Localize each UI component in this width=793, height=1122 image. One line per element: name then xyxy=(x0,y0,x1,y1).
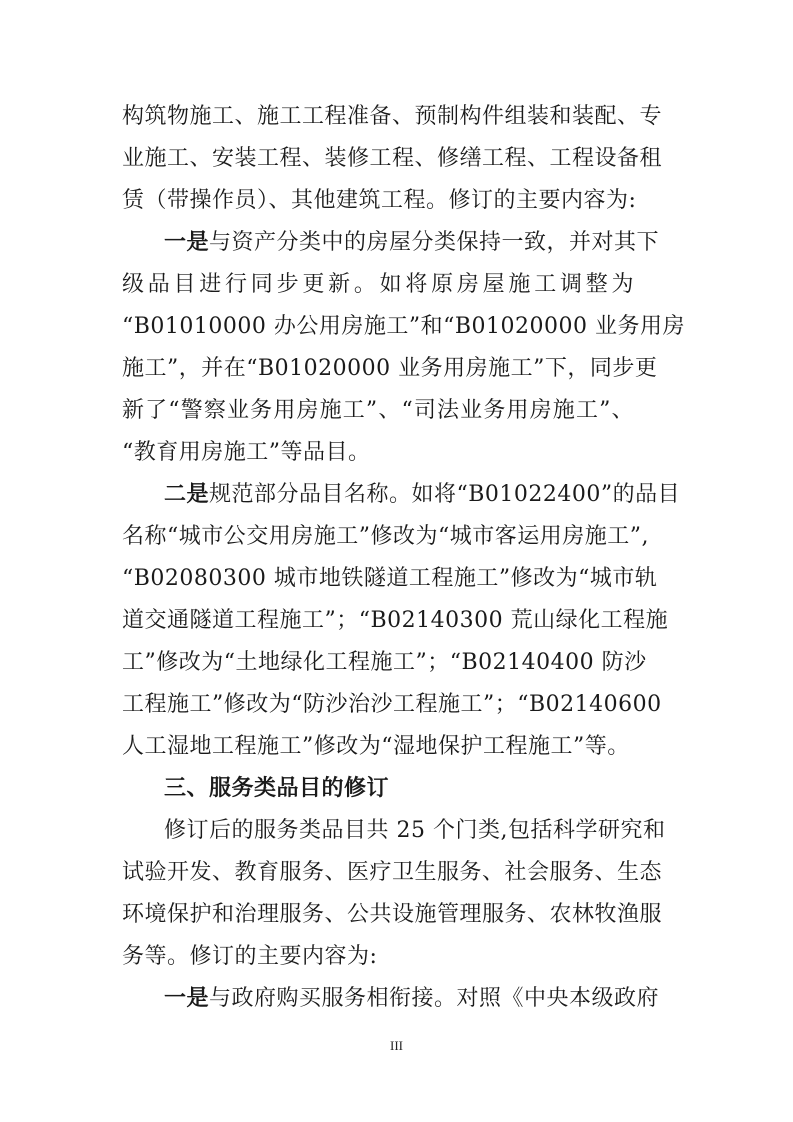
page-number: III xyxy=(390,1038,403,1053)
paragraph-line: “教育用房施工”等品目。 xyxy=(122,440,371,465)
paragraph-line: 新了“警察业务用房施工”、“司法业务用房施工”、 xyxy=(122,398,634,423)
paragraph-line: 工”修改为“土地绿化工程施工”；“B02140400 防沙 xyxy=(122,650,647,675)
lead-marker: 一是 xyxy=(164,986,210,1011)
paragraph-line: 环境保护和治理服务、公共设施管理服务、农林牧渔服 xyxy=(122,902,663,927)
paragraph-line: 修订后的服务类品目共 25 个门类,包括科学研究和 xyxy=(164,818,666,843)
paragraph-line: 构筑物施工、施工工程准备、预制构件组装和装配、专 xyxy=(122,104,663,129)
lead-marker: 二是 xyxy=(164,482,210,507)
paragraph-line: “B02080300 城市地铁隧道工程施工”修改为“城市轨 xyxy=(122,566,658,591)
paragraph-line: 一是与政府购买服务相衔接。对照《中央本级政府 xyxy=(164,986,660,1011)
paragraph-line: 名称“城市公交用房施工”修改为“城市客运用房施工”, xyxy=(122,524,649,549)
section-heading: 三、服务类品目的修订 xyxy=(164,776,390,801)
paragraph-line: 二是规范部分品目名称。如将“B01022400”的品目 xyxy=(164,482,681,507)
paragraph-line: 务等。修订的主要内容为: xyxy=(122,944,378,969)
paragraph-line: 级品目进行同步更新。如将原房屋施工调整为 xyxy=(122,272,634,297)
paragraph-line: 道交通隧道工程施工”；“B02140300 荒山绿化工程施 xyxy=(122,608,669,633)
paragraph-line: 人工湿地工程施工”修改为“湿地保护工程施工”等。 xyxy=(122,734,630,759)
paragraph-line: “B01010000 办公用房施工”和“B01020000 业务用房 xyxy=(122,314,686,339)
paragraph-line: 一是与资产分类中的房屋分类保持一致，并对其下 xyxy=(164,230,660,255)
paragraph-line: 试验开发、教育服务、医疗卫生服务、社会服务、生态 xyxy=(122,860,663,885)
lead-marker: 一是 xyxy=(164,230,210,255)
paragraph-line: 施工”，并在“B01020000 业务用房施工”下，同步更 xyxy=(122,356,658,381)
paragraph-line: 工程施工”修改为“防沙治沙工程施工”；“B02140600 xyxy=(122,692,662,717)
paragraph-line: 赁（带操作员）、其他建筑工程。修订的主要内容为: xyxy=(122,188,637,213)
paragraph-line: 业施工、安装工程、装修工程、修缮工程、工程设备租 xyxy=(122,146,663,171)
